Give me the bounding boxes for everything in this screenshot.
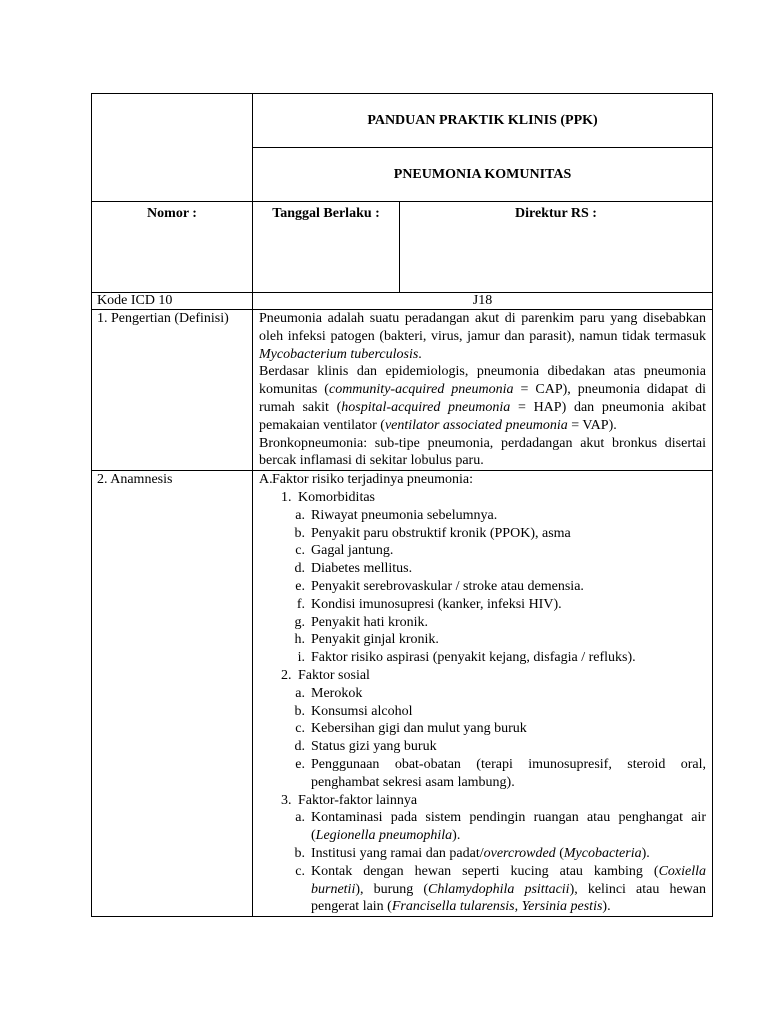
list-item: g. Penyakit hati kronik. [294, 614, 429, 630]
pengertian-paragraph-3: Bronkopneumonia: sub-tipe pneumonia, perdadangan akut bronkus disertai bercak inflamasi di sekitar lobulus paru. [259, 435, 707, 469]
list-item: d. Diabetes mellitus. [294, 561, 413, 577]
pengertian-paragraph-1: Pneumonia adalah suatu peradangan akut di parenkim paru yang disebabkan oleh infeksi patogen (bakteri, virus, jamur dan parasit), namun tidak termasuk Mycobacterium tuberculosis. [259, 311, 707, 362]
list-item: e. Penggunaan obat-obatan (terapi imunosupresif, steroid oral, penghambat sekresi asam lambung). [295, 756, 707, 790]
risk-group-lainnya: 3. Faktor-faktor lainnya a. Kontaminasi pada sistem pendingin ruangan atau penghangat air (Legionella pneumophila). b. Institusi yang ramai dan padat/overcrowded (Mycobacteria). c. Kontak dengan hewan seperti kucing atau kambing (Coxiella burnetii), burung (Chlamydophila psittacii), kelinci atau hewan pengerat lain (Francisella tularensis, Yersinia pestis). [281, 792, 707, 915]
list-item: h. Penyakit ginjal kronik. [294, 632, 439, 648]
nomor-cell [92, 202, 253, 293]
anamnesis-label: 2. Anamnesis [92, 471, 253, 917]
list-item: d. Status gizi yang buruk [294, 739, 437, 755]
list-item: b. Konsumsi alcohol [294, 703, 413, 719]
list-item: b. Penyakit paru obstruktif kronik (PPOK), asma [294, 525, 571, 541]
risk-group-komorbiditas: 1. Komorbiditas a. Riwayat pneumonia sebelumnya. b. Penyakit paru obstruktif kronik (PPOK), asma c. Gagal jantung. d. Diabetes mellitus. e. Penyakit serebrovaskular / stroke atau demensia. f. Kondisi imunosupresi (kanker, infeksi HIV). g. Penyakit hati kronik. h. Penyakit ginjal kronik. i. Faktor risiko aspirasi (penyakit kejang, disfagia / refluks). [281, 489, 706, 667]
list-item: f. Kondisi imunosupresi (kanker, infeksi HIV). [296, 596, 562, 612]
kode-icd-value: J18 [253, 293, 713, 310]
list-item: c. Kebersihan gigi dan mulut yang buruk [295, 721, 527, 737]
direktur-cell [400, 202, 713, 293]
list-item: a. Kontaminasi pada sistem pendingin ruangan atau penghangat air (Legionella pneumophila). [295, 810, 707, 844]
tanggal-cell [253, 202, 400, 293]
list-item: a. Riwayat pneumonia sebelumnya. [295, 507, 498, 523]
pengertian-paragraph-2: Berdasar klinis dan epidemiologis, pneumonia dibedakan atas pneumonia komunitas (community-acquired pneumonia = CAP), pneumonia didapat di rumah sakit (hospital-acquired pneumonia = HAP) dan pneumonia akibat pemakaian ventilator (ventilator associated pneumonia = VAP). [259, 364, 707, 433]
list-item: b. Institusi yang ramai dan padat/overcrowded (Mycobacteria). [294, 845, 650, 861]
list-item: e. Penyakit serebrovaskular / stroke atau demensia. [295, 578, 584, 594]
pengertian-label: 1. Pengertian (Definisi) [92, 310, 253, 471]
logo-cell [92, 94, 253, 202]
risk-group-sosial: 2. Faktor sosial a. Merokok b. Konsumsi alcohol c. Kebersihan gigi dan mulut yang buruk d. Status gizi yang buruk e. Penggunaan obat-obatan (terapi imunosupresif, steroid oral, penghambat sekresi asam lambung). [281, 667, 707, 790]
list-item: i. Faktor risiko aspirasi (penyakit kejang, disfagia / refluks). [297, 650, 636, 666]
document-subtitle: PNEUMONIA KOMUNITAS [253, 148, 713, 202]
pengertian-content [253, 310, 713, 471]
anamnesis-content [253, 471, 713, 917]
direktur-label: Direktur RS : [515, 206, 597, 221]
tanggal-label: Tanggal Berlaku : [272, 206, 380, 221]
list-item: a. Merokok [295, 685, 363, 701]
list-item: c. Kontak dengan hewan seperti kucing atau kambing (Coxiella burnetii), burung (Chlamydophila psittacii), kelinci atau hewan pengerat lain (Francisella tularensis, Yersinia pestis). [295, 863, 707, 915]
list-item: c. Gagal jantung. [295, 543, 394, 559]
nomor-label: Nomor : [147, 206, 197, 221]
ppk-table [91, 93, 713, 917]
document-title: PANDUAN PRAKTIK KLINIS (PPK) [253, 94, 713, 148]
list-item: A. Faktor risiko terjadinya pneumonia: 1. Komorbiditas a. Riwayat pneumonia sebelumnya. b. Penyakit paru obstruktif kronik (PPOK), asma c. Gagal jantung. d. Diabetes mellitus. e. Penyakit serebrovaskular / stroke atau demensia. f. Kondisi imunosupresi (kanker, infeksi HIV). g. Penyakit hati kronik. h. Penyakit ginjal kronik. i. Faktor risiko aspirasi (penyakit kejang, disfagia / refluks). 2. Faktor sosial a. Merokok b. Konsumsi alcohol c. Kebersihan gigi dan mulut yang buruk d. Status gizi yang buruk e. Penggunaan obat-obatan (terapi imunosupresif, steroid oral, penghambat sekresi asam lambung). 3. Faktor-faktor lainnya a. Kontaminasi pada sistem pendingin ruangan atau penghangat air (Legionella pneumophila). b. Institusi yang ramai dan padat/overcrowded (Mycobacteria). c. Kontak dengan hewan seperti kucing atau kambing (Coxiella burnetii), burung (Chlamydophila psittacii), kelinci atau hewan pengerat lain (Francisella tularensis, Yersinia pestis). [259, 472, 707, 915]
kode-icd-label: Kode ICD 10 [92, 293, 253, 310]
anamnesis-list [259, 471, 706, 916]
